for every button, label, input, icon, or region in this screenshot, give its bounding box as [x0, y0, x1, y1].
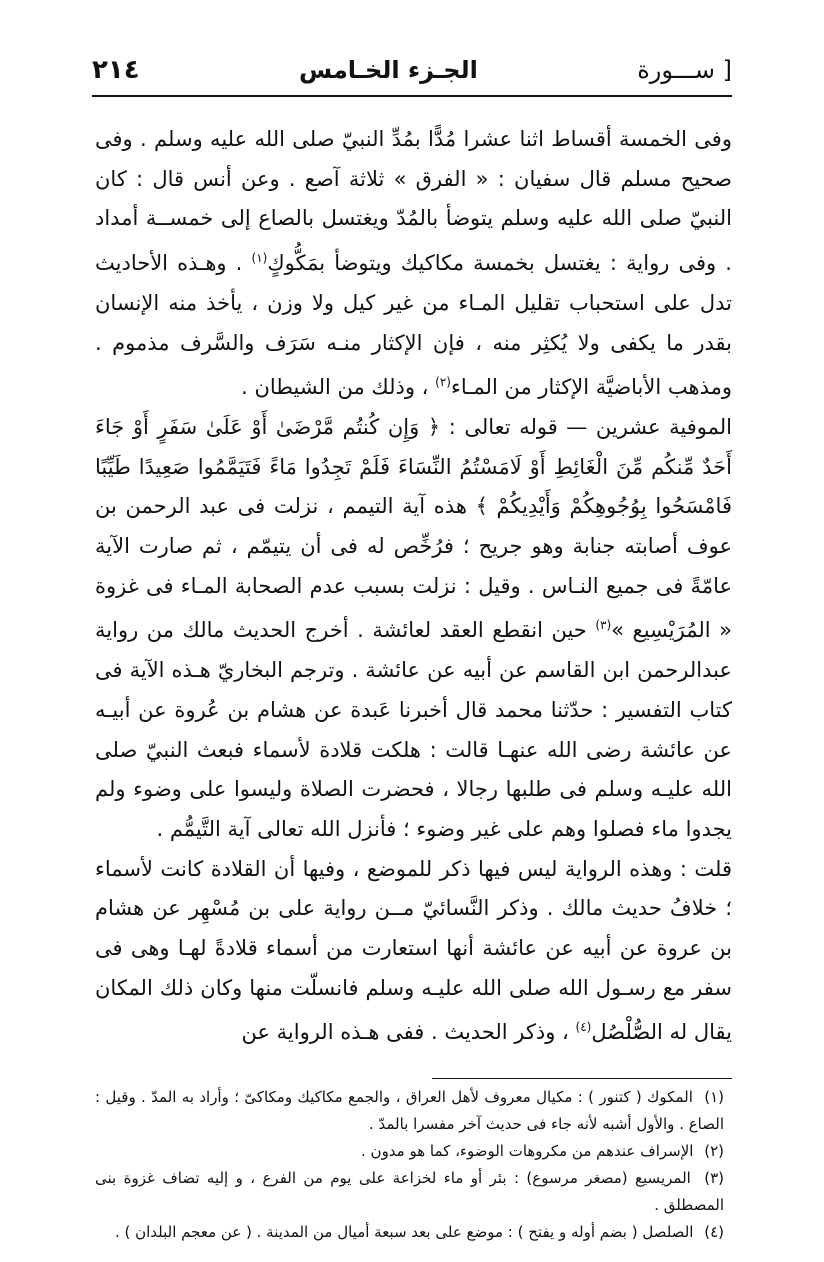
footnote-ref-1: (١): [251, 251, 268, 266]
footnote-4: [95, 1219, 724, 1246]
paragraph-2: [95, 408, 732, 850]
footnote-text: المريسيع (مصغر مرسوع) : بئر أو ماء لخزاعة على يوم من الفرع ، و إليه تضاف غزوة بنى المصطلق .: [95, 1169, 724, 1214]
paragraph-2-text: الموفية عشرين — قوله تعالى : ﴿ وَإِن كُنتُم مَّرْضَىٰ أَوْ عَلَىٰ سَفَرٍ أَوْ جَاءَ أَحَدٌ مِّنكُم مِّنَ الْغَائِطِ أَوْ لَامَسْتُمُ النِّسَاءَ فَلَمْ تَجِدُوا مَاءً فَتَيَمَّمُوا صَعِيدًا طَيِّبًا فَامْسَحُوا بِوُجُوهِكُمْ وَأَيْدِيكُمْ ﴾ هذه آية التيمم ، نزلت فى عبد الرحمن بن عوف أصابته جنابة وهو جريح ؛ فرُخِّص له فى أن يتيمّم ، ثم صارت الآية عامّةً فى جميع النـاس . وقيل : نزلت بسبب عدم الصحابة المـاء فى غزوة « المُرَيْسِيع »: [95, 414, 732, 643]
paragraph-3-text: قلت : وهذه الرواية ليس فيها ذكر للموضع ، وفيها أن القلادة كانت لأسماء ؛ خلافُ حديث مالك . وذكر النَّسائيّ مــن رواية على بن مُسْهِر عن هشام بن عروة عن أبيه عن عائشة أنها استعارت من أسماء قلادةً لهـا وهى فى سفر مع رسـول الله صلى الله عليـه وسلم فانسلّت منها وكان ذلك المكان يقال له الصُّلْصُل: [95, 856, 732, 1045]
footnote-text: الإسراف عندهم من مكروهات الوضوء، كما هو مدون .: [361, 1142, 694, 1160]
paragraph-3: [95, 850, 732, 1054]
part-title: الجـزء الخـامس: [299, 56, 478, 84]
footnote-divider: [432, 1078, 732, 1079]
paragraph-1-text-b: . وهـذه الأحاديث تدل على استحباب تقليل المـاء من غير كيل ولا وزن ، يأخذ منه الإنسان بقدر ما يكفى ولا يُكثِر منه ، فإن الإكثار منـه سَرَف والسَّرف مذموم . ومذهب الأباضيَّة الإكثار من المـاء: [95, 251, 732, 400]
footnote-3: [95, 1165, 724, 1219]
footnote-2: [95, 1138, 724, 1165]
paragraph-1-text-c: ، وذلك من الشيطان .: [241, 375, 429, 400]
footnotes: [95, 1084, 724, 1246]
paragraph-1: [95, 120, 732, 408]
paragraph-2-text-b: حين انقطع العقد لعائشة . أخرج الحديث مالك من رواية عبدالرحمن ابن القاسم عن أبيه عن عائشة . وترجم البخاريّ هـذه الآية فى كتاب التفسير : حدّثنا محمد قال أخبرنا عَبدة عن هشام بن عُروة عن أبيـه عن عائشة رضى الله عنهـا قالت : هلكت قلادة لأسماء فبعث النبيّ صلى الله عليـه وسلم فى طلبها رجالا ، فحضرت الصلاة وليسوا على وضوء ولم يجدوا ماء فصلوا وهم على غير وضوء ؛ فأنزل الله تعالى آية التَّيمُّم .: [95, 618, 732, 841]
footnote-1: [95, 1084, 724, 1138]
footnote-number: (٣): [704, 1169, 724, 1187]
paragraph-1-text: وفى الخمسة أقساط اثنا عشرا مُدًّا بمُدِّ النبيّ صلى الله عليه وسلم . وفى صحيح مسلم قال سفيان : « الفرق » ثلاثة آصع . وعن أنس قال : كان النبيّ صلى الله عليه وسلم يتوضأ بالمُدّ ويغتسل بالصاع إلى خمســة أمداد . وفى رواية : يغتسل بخمسة مكاكيك ويتوضأ بمَكُّوكٍ: [95, 127, 732, 276]
footnote-ref-4: (٤): [575, 1020, 592, 1035]
paragraph-3-text-b: ، وذكر الحديث . ففى هـذه الرواية عن: [241, 1020, 569, 1045]
footnote-number: (٤): [704, 1223, 724, 1241]
footnote-ref-3: (٣): [595, 618, 612, 633]
main-text: [95, 120, 732, 1053]
footnote-number: (١): [704, 1088, 724, 1106]
footnote-text: الصلصل ( بضم أوله و يفتح ) : موضع على بعد سبعة أميال من المدينة . ( عن معجم البلدان ) .: [114, 1223, 694, 1241]
footnote-ref-2: (٢): [435, 375, 451, 390]
page-number: ٢١٤: [92, 55, 140, 85]
footnote-text: المكوك ( كتنور ) : مكيال معروف لأهل العراق ، والجمع مكاكيك ومكاكىّ ؛ وأراد به المدّ . وقيل : الصاع . والأول أشبه لأنه جاء فى حديث آخر مفسرا بالمدّ .: [95, 1088, 724, 1133]
page-header: [92, 45, 732, 97]
surah-label: [ ســـورة: [637, 56, 732, 84]
footnote-number: (٢): [704, 1142, 724, 1160]
